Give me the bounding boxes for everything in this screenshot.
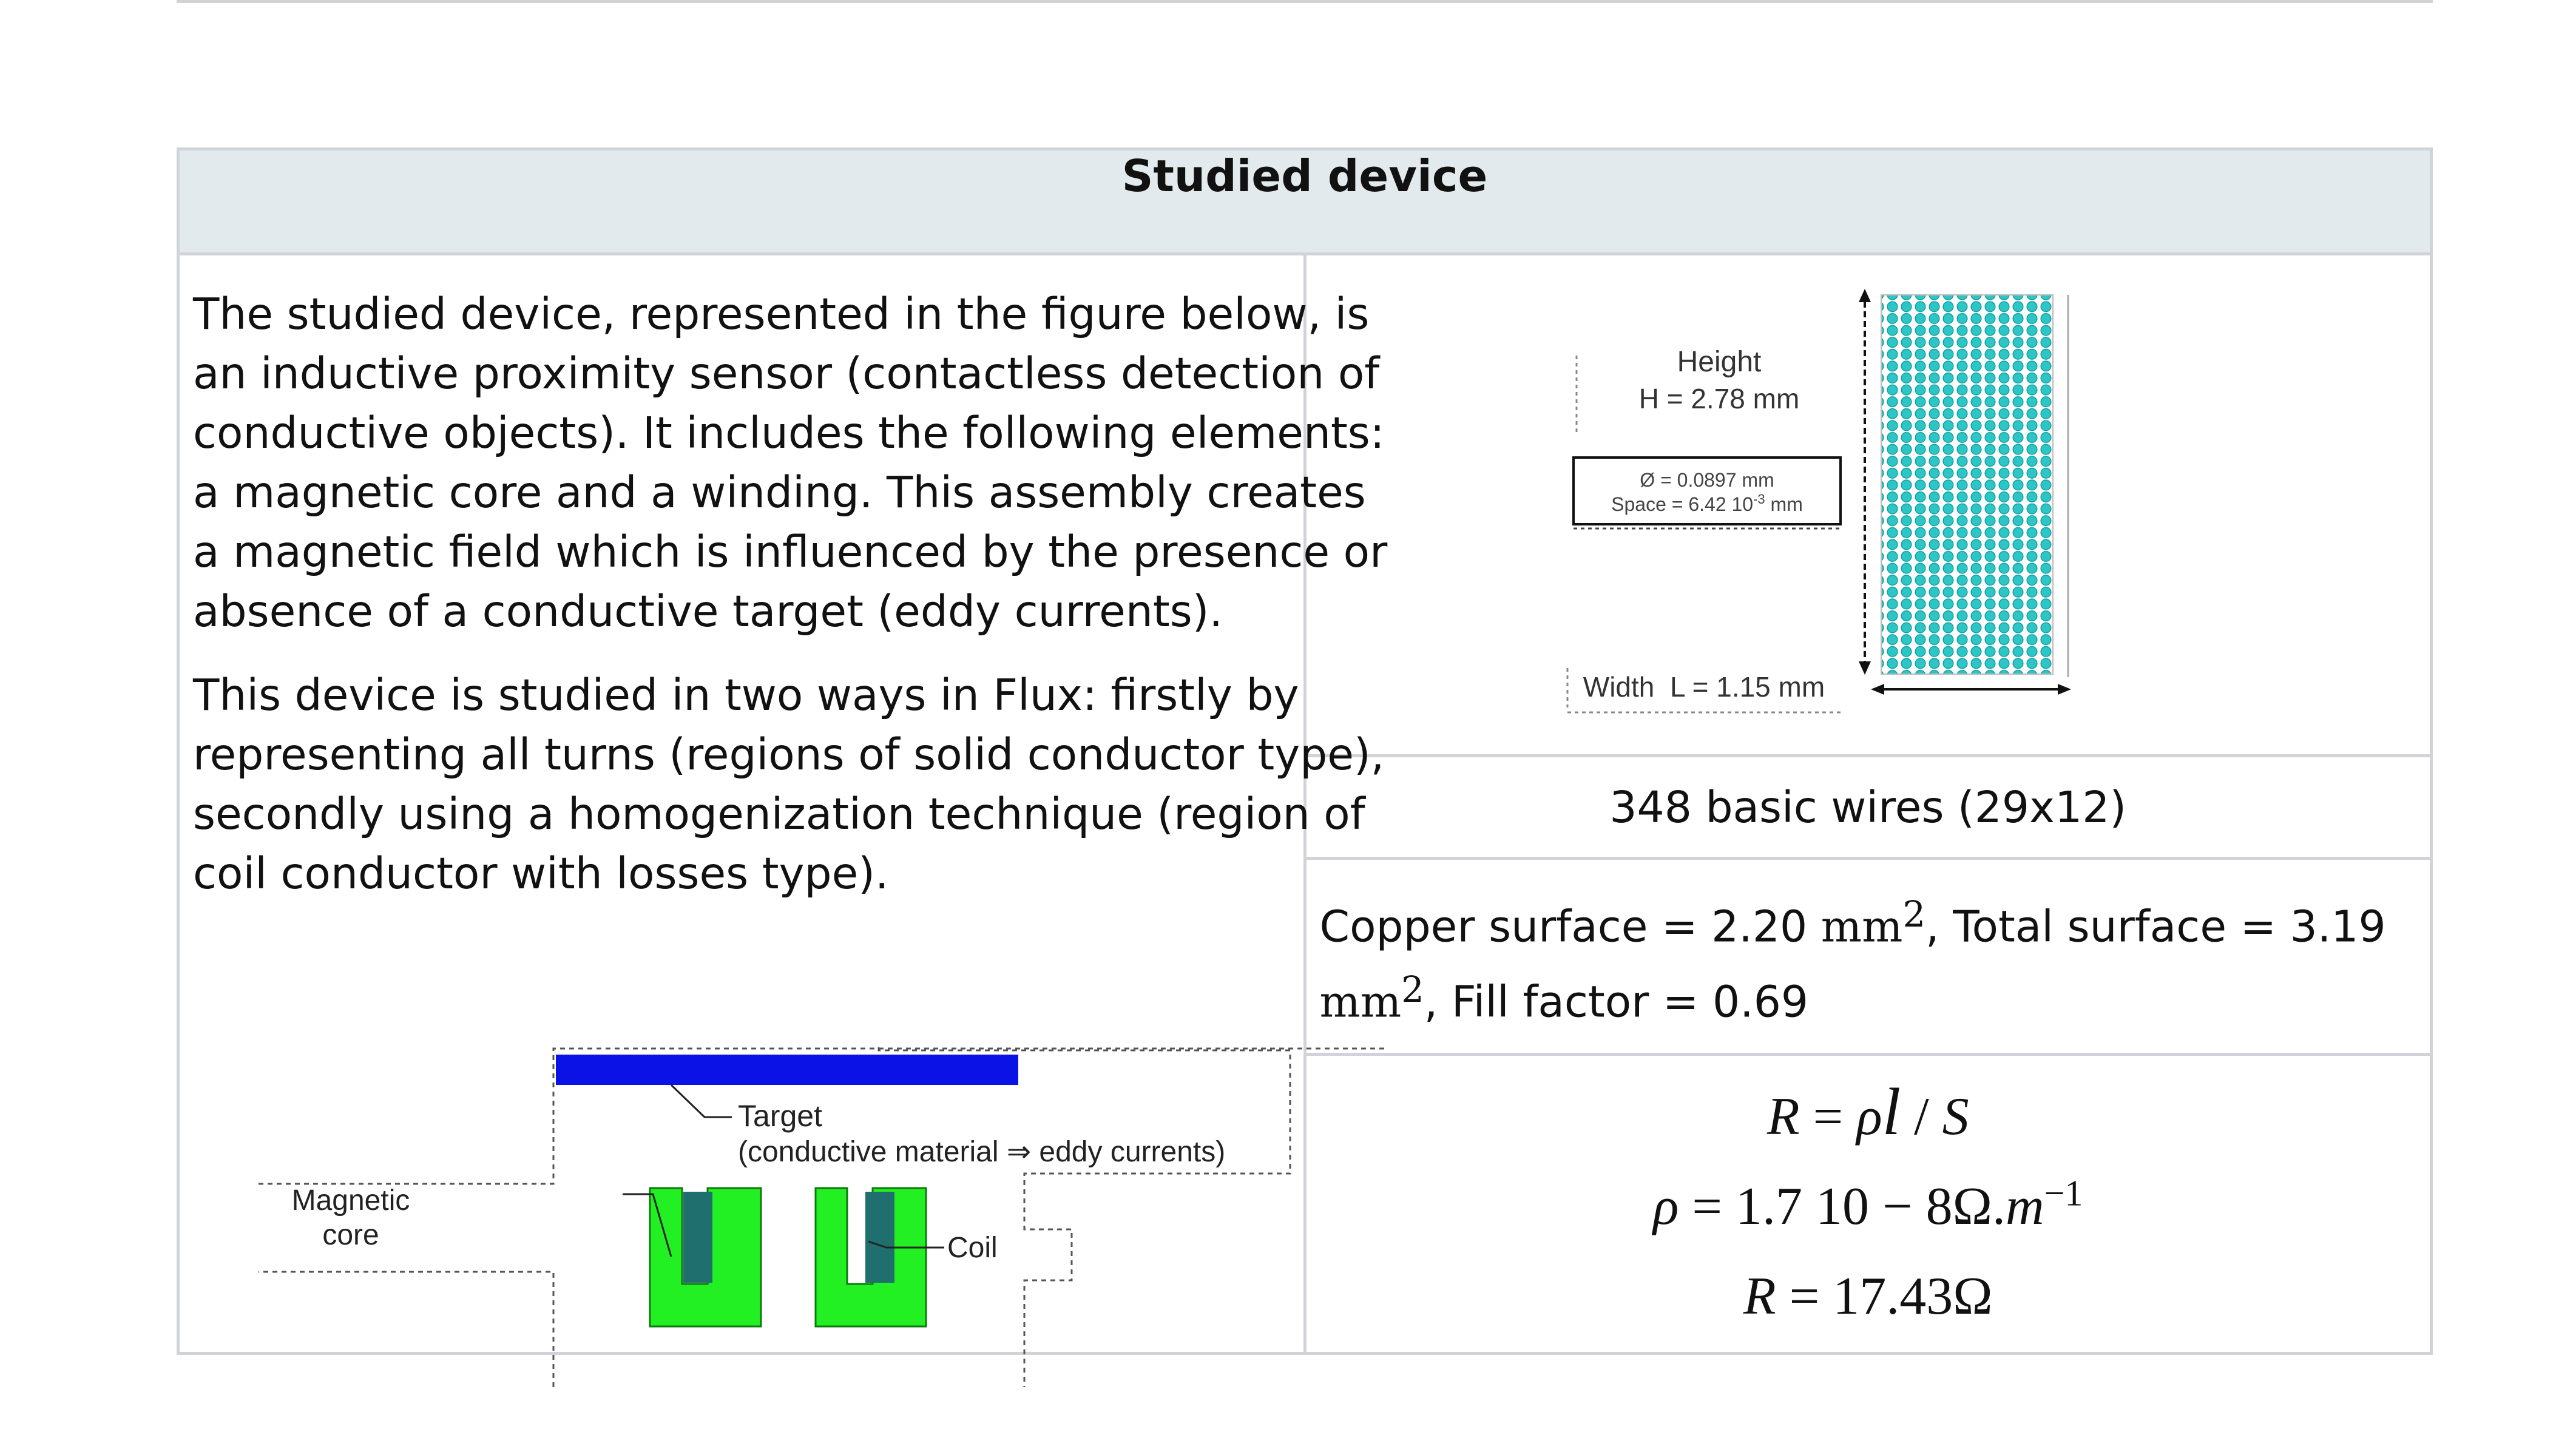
arrow-up-icon [1859,289,1871,302]
wire-count-cell: 348 basic wires (29x12) [1305,756,2432,859]
sensor-diagram [259,1047,1387,1387]
target-bar [556,1055,1018,1085]
arrow-left-icon [1871,684,1884,695]
resistivity-formula: ρ = 1.7 $10 - 8\Omega.m^{-1}$ [1653,1173,2083,1236]
arrow-down-icon [1859,661,1871,675]
height-label: Height [1677,346,1761,378]
studied-device-table [177,147,2433,1355]
surface-cell [1305,859,2432,1055]
resistance-formula: R = ρl / S [1766,1074,1969,1149]
core-label-2: core [322,1219,379,1251]
unit-exponent: 2 [1902,893,1926,935]
section-title: Studied device [178,149,2432,254]
wire-bundle-diagram [1564,289,2086,726]
space-value: Space = 6.42 $10^{-3}$ mm [1611,491,1803,515]
width-label: Width L = 1.15 mm [1583,671,1825,703]
unit-mm: mm [1820,901,1903,952]
fill-factor-text: , Fill factor = 0.69 [1424,976,1809,1027]
coil-right [865,1192,894,1283]
unit-exponent-2: 2 [1401,968,1424,1010]
copper-surface-text: Copper surface = 2.20 [1319,901,1821,952]
total-surface-text: , Total surface = 3.19 [1925,901,2386,952]
target-label: Target [738,1099,822,1133]
core-label-1: Magnetic [291,1184,410,1217]
wire-bundle [1881,295,2053,674]
diameter-value: Ø = 0.0897 mm [1639,469,1774,491]
target-note: (conductive material ⇒ eddy currents) [738,1136,1226,1168]
description-paragraph-2: This device is studied in two ways in Flux: firstly by representing all turns (regions of solid conductor type), secondly using a homogenization technique (region of coil conductor with losses type). [193,670,1385,899]
formula-cell [1305,1055,2432,1354]
coil-left [683,1192,712,1283]
resistance-result: R = 17.43Ω [1743,1266,1993,1326]
top-divider [177,0,2433,3]
height-value: H = 2.78 mm [1638,383,1799,414]
unit-mm-2: mm [1319,976,1402,1027]
coil-label: Coil [947,1232,998,1264]
wire-figure-cell [1305,254,2432,756]
arrow-right-icon [2058,684,2071,695]
description-paragraph-1: The studied device, represented in the figure below, is an inductive proximity sensor (contactless detection of conductive objects). It includes the following elements: a magnetic core and a winding. This assembly creates a magnetic field which is influenced by the presence or absence of a conductive target (eddy currents). [193,289,1388,637]
